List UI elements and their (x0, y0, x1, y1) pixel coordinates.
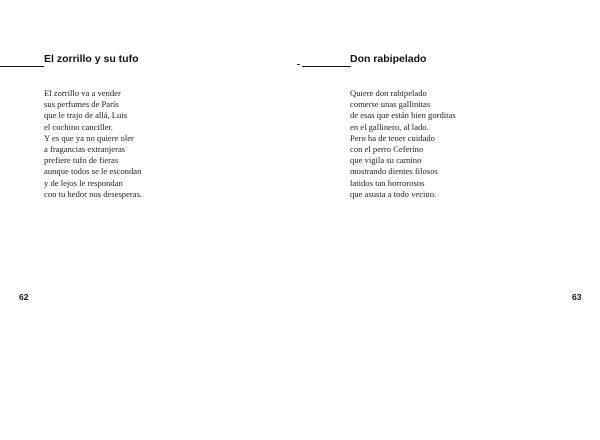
verse-line: que le trajo de allá, Luis (44, 110, 128, 121)
verse-line: prefiere tufo de fieras (44, 155, 119, 166)
verse-line: de esas que están bien gorditas (350, 110, 456, 121)
verse-line: aunque todos se le escondan (44, 166, 142, 177)
verse-line: El zorrillo va a vender (44, 88, 121, 98)
poem-title: Don rabipelado (350, 53, 427, 65)
verse-line: a fragancias extranjeras (44, 144, 126, 155)
verse-line: con tu hedor nos desesperas. (44, 188, 143, 199)
verse-line: que asusta a todo vecino. (350, 188, 437, 199)
verse-line: Quiere don rabipelado (350, 88, 427, 98)
verse-line: en el gallinero, al lado. (350, 121, 429, 132)
title-rule (302, 66, 351, 67)
page-number: 63 (572, 292, 582, 302)
verse-line: sus perfumes de París (44, 99, 119, 110)
title-rule (0, 66, 44, 67)
verse-line: Pero ha de tener cuidado (350, 132, 435, 143)
verse-line: mostrando dientes filosos (350, 166, 438, 177)
verse-line: latidos tan horrorosos (350, 177, 425, 188)
crop-mark (297, 64, 300, 65)
page-number: 62 (19, 292, 29, 302)
poem-title: El zorrillo y su tufo (44, 53, 139, 65)
verse-line: que vigila su camino (350, 155, 422, 166)
verse-line: con el perro Ceferino (350, 144, 424, 155)
poem-verses (350, 88, 456, 200)
verse-line: y de lejos le respondan (44, 177, 123, 188)
verse-line: comerse unas gallinitas (350, 99, 431, 110)
poem-verses (44, 88, 142, 200)
verse-line: el cochino canciller. (44, 121, 113, 132)
right-page (300, 0, 600, 440)
verse-line: Y es que ya no quiere oler (44, 132, 134, 143)
